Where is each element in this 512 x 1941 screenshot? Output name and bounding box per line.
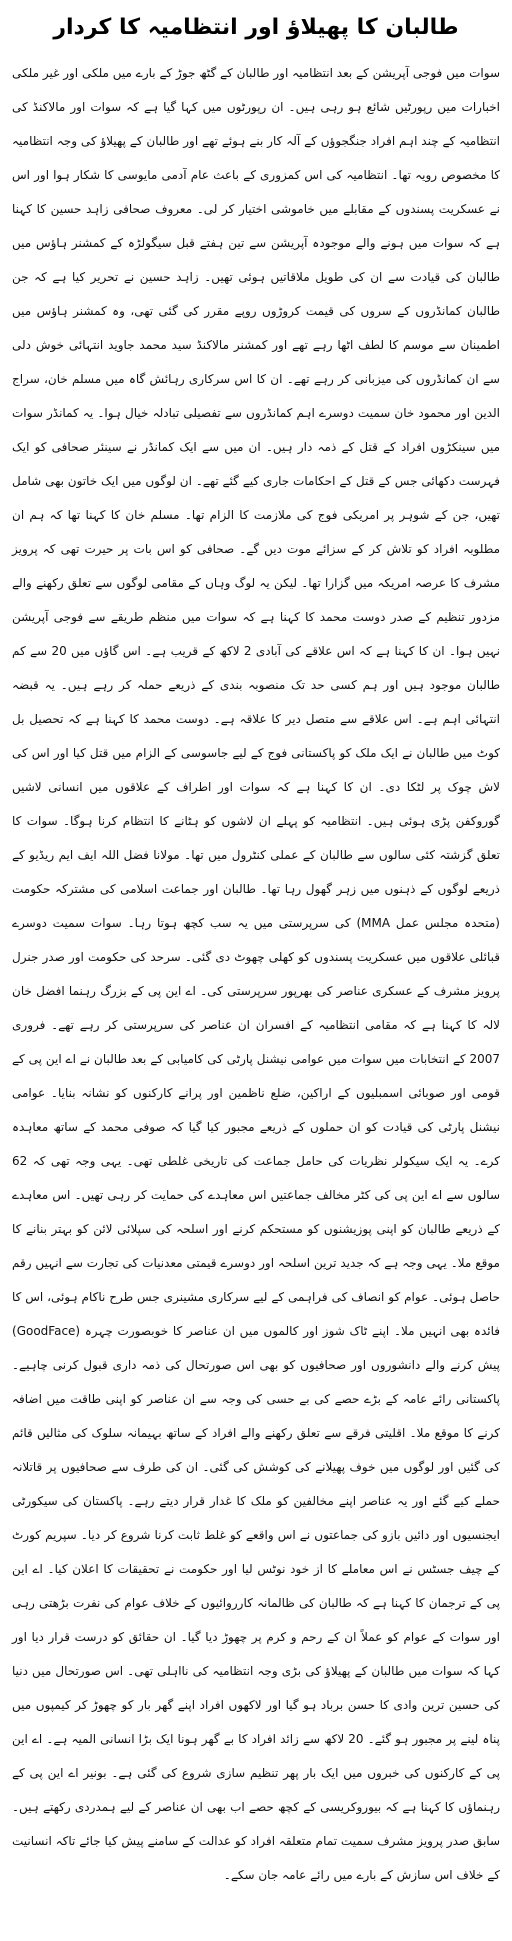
article-headline: طالبان کا پھیلاؤ اور انتظامیہ کا کردار: [53, 15, 459, 40]
article-paragraph: سوات میں فوجی آپریشن کے بعد انتظامیہ اور طالبان کے گٹھ جوڑ کے بارے میں ملکی اور غیر ملکی اخبارات میں رپورٹیں شائع ہو رہی ہیں۔ ان رپورٹوں میں کہا گیا ہے کہ سوات اور مالاکنڈ کی انتظامیہ کے چند اہم افراد جنگجوؤں کے آلہ کار بنے ہوئے تھے اور طالبان کے پھیلاؤ کی وجہ انتظامیہ کا مخصوص رویہ تھا۔ انتظامیہ کی اس کمزوری کے باعث عام آدمی مایوسی کا شکار ہوا اور اس نے عسکریت پسندوں کے مقابلے میں خاموشی اختیار کر لی۔ معروف صحافی زاہد حسین کا کہنا ہے کہ سوات میں ہونے والے موجودہ آپریشن سے تین ہفتے قبل سیگولڑہ کے کمشنر ہاؤس میں طالبان کی قیادت سے ان کی طویل ملاقاتیں ہوئی تھیں۔ زاہد حسین نے تحریر کیا ہے کہ جن طالبان کمانڈروں کے سروں کی قیمت کروڑوں روپے مقرر کی گئی تھی، وہ کمشنر ہاؤس میں اطمینان سے موسم کا لطف اٹھا رہے تھے اور کمشنر مالاکنڈ سید محمد جاوید انتہائی خوش دلی سے ان کمانڈروں کی میزبانی کر رہے تھے۔ ان کا اس سرکاری رہائش گاہ میں مسلم خان، سراج الدین اور محمود خان سمیت دوسرے اہم کمانڈروں سے تفصیلی تبادلہ خیال ہوا۔ یہ کمانڈر سوات میں سینکڑوں افراد کے قتل کے ذمہ دار ہیں۔ ان میں سے ایک کمانڈر نے سینئر صحافی کو ایک فہرست دکھائی جس کے قتل کے احکامات جاری کیے گئے تھے۔ ان لوگوں میں ایک خاتون بھی شامل تھیں، جن کے شوہر پر امریکی فوج کی ملازمت کا الزام تھا۔ مسلم خان کا کہنا تھا کہ ہم ان مطلوبہ افراد کو تلاش کر کے سزائے موت دیں گے۔ صحافی کو اس بات پر حیرت تھی کہ پرویز مشرف کا عرصہ امریکہ میں گزارا تھا۔ لیکن یہ لوگ وہاں کے مقامی لوگوں سے تعلق رکھنے والے مزدور تنظیم کے صدر دوست محمد کا کہنا ہے کہ سوات میں منظم طریقے سے فوجی آپریشن نہیں ہوا۔ ان کا کہنا ہے کہ اس علاقے کی آبادی 2 لاکھ کے قریب ہے۔: [12, 66, 500, 658]
article-paragraph: ان حقائق کو درست قرار دیا اور کہا کہ سوات میں طالبان کے پھیلاؤ کی بڑی وجہ انتظامیہ کی نااہلی تھی۔ اس صورتحال میں دنیا کی حسین ترین وادی کا حسن برباد ہو گیا اور لاکھوں افراد اپنے گھر بار کو چھوڑ کر کیمپوں میں پناہ لینے پر مجبور ہو گئے۔ 20 لاکھ سے زائد افراد کا بے گھر ہونا ایک بڑا انسانی المیہ ہے۔ اے این پی کے کارکنوں کی خبروں میں ایک بار پھر تنظیم سازی شروع کی گئی ہے۔ بونیر اے این پی کے رہنماؤں کا کہنا ہے کہ بیوروکریسی کے کچھ حصے اب بھی ان عناصر کے لیے ہمدردی رکھتے ہیں۔ سابق صدر پرویز مشرف سمیت تمام متعلقہ افراد کو عدالت کے سامنے پیش کیا جائے تاکہ انسانیت کے خلاف اس سازش کے بارے میں رائے عامہ جان سکے۔: [12, 1630, 501, 1882]
article-paragraph: اس معاہدے کے ذریعے طالبان کو اپنی پوزیشنوں کو مستحکم کرنے اور اسلحہ کی سپلائی لائن کو بہتر بنانے کا موقع ملا۔ یہی وجہ ہے کہ جدید ترین اسلحہ اور دوسرے قیمتی معدنیات کی تجارت سے انہیں رقم حاصل ہوئی۔ عوام کو انصاف کی فراہمی کے لیے سرکاری مشینری جس طرح ناکام ہوئی، اس کا فائدہ بھی انہیں ملا۔ اپنے ٹاک شوز اور کالموں میں ان عناصر کا خوبصورت چہرہ (GoodFace) پیش کرنے والے دانشوروں اور صحافیوں کو بھی اس صورتحال کی ذمہ داری قبول کرنی چاہیے۔ پاکستانی رائے عامہ کے بڑے حصے کی بے حسی کی وجہ سے ان عناصر کو اپنی طاقت میں اضافہ کرنے کا موقع ملا۔ اقلیتی فرقے سے تعلق رکھنے والے افراد کے ساتھ بہیمانہ سلوک کی مثالیں قائم کی گئیں اور لوگوں میں خوف پھیلانے کی کوشش کی گئی۔ ان کی طرف سے صحافیوں پر قاتلانہ حملے کیے گئے اور یہ عناصر اپنے مخالفین کو ملک کا غدار قرار دیتے رہے۔ پاکستان کی سیکورٹی ایجنسیوں اور دائیں بازو کی جماعتوں نے اس واقعے کو غلط ثابت کرنا شروع کر دیا۔ سپریم کورٹ کے چیف جسٹس نے اس معاملے کا از خود نوٹس لیا اور حکومت نے تحقیقات کا اعلان کیا۔ اے این پی کے ترجمان کا کہنا ہے کہ طالبان کی ظالمانہ کارروائیوں کے خلاف عوام کی نفرت بڑھتی رہی اور سوات کے عوام کو عملاً ان کے رحم و کرم پر چھوڑ دیا گیا۔: [12, 1188, 500, 1644]
article-body: [12, 56, 500, 1892]
article-paragraph: اس گاؤں میں 20 سے کم طالبان موجود ہیں اور ہم کسی حد تک منصوبہ بندی کے ذریعے حملہ کر رہے ہیں۔ یہ قبضہ انتہائی اہم ہے۔ اس علاقے سے متصل دیر کا علاقہ ہے۔ دوست محمد کا کہنا ہے کہ تحصیل بل کوٹ میں طالبان نے ایک ملک کو پاکستانی فوج کے لیے جاسوسی کے الزام میں قتل کیا اور اس کی لاش چوک پر لٹکا دی۔ ان کا کہنا ہے کہ سوات اور اطراف کے علاقوں میں انسانی لاشیں گوروکفن پڑی ہوئی ہیں۔ انتظامیہ کو پہلے ان لاشوں کو ہٹانے کا انتظام کرنا ہوگا۔ سوات کا تعلق گزشتہ کئی سالوں سے طالبان کے عملی کنٹرول میں تھا۔ مولانا فضل اللہ ایف ایم ریڈیو کے ذریعے لوگوں کے ذہنوں میں زہر گھول رہا تھا۔ طالبان اور جماعت اسلامی کی مشترکہ حکومت (متحدہ مجلس عمل MMA) کی سرپرستی میں یہ سب کچھ ہوتا رہا۔ سوات سمیت دوسرے قبائلی علاقوں میں عسکریت پسندوں کو کھلی چھوٹ دی گئی۔ سرحد کی حکومت اور صدر جنرل پرویز مشرف کے عسکری عناصر کی بھرپور سرپرستی کی۔ اے این پی کے بزرگ رہنما افضل خان لالہ کا کہنا ہے کہ مقامی انتظامیہ کے افسران ان عناصر کی سرپرستی کر رہے تھے۔ فروری 2007 کے انتخابات میں سوات میں عوامی نیشنل پارٹی کی کامیابی کے بعد طالبان نے اے این پی کے قومی اور صوبائی اسمبلیوں کے اراکین، ضلع ناظمین اور پرانے کارکنوں کو نشانہ بنایا۔ عوامی نیشنل پارٹی کی قیادت کو ان حملوں کے ذریعے مجبور کیا گیا کہ صوفی محمد کے ساتھ معاہدہ کرے۔ یہ ایک سیکولر نظریات کی حامل جماعت کی تاریخی غلطی تھی۔ یہی وجہ تھی کہ 62 سالوں سے اے این پی کی کٹر مخالف جماعتیں اس معاہدے کی حمایت کر رہی تھیں۔: [12, 644, 500, 1202]
